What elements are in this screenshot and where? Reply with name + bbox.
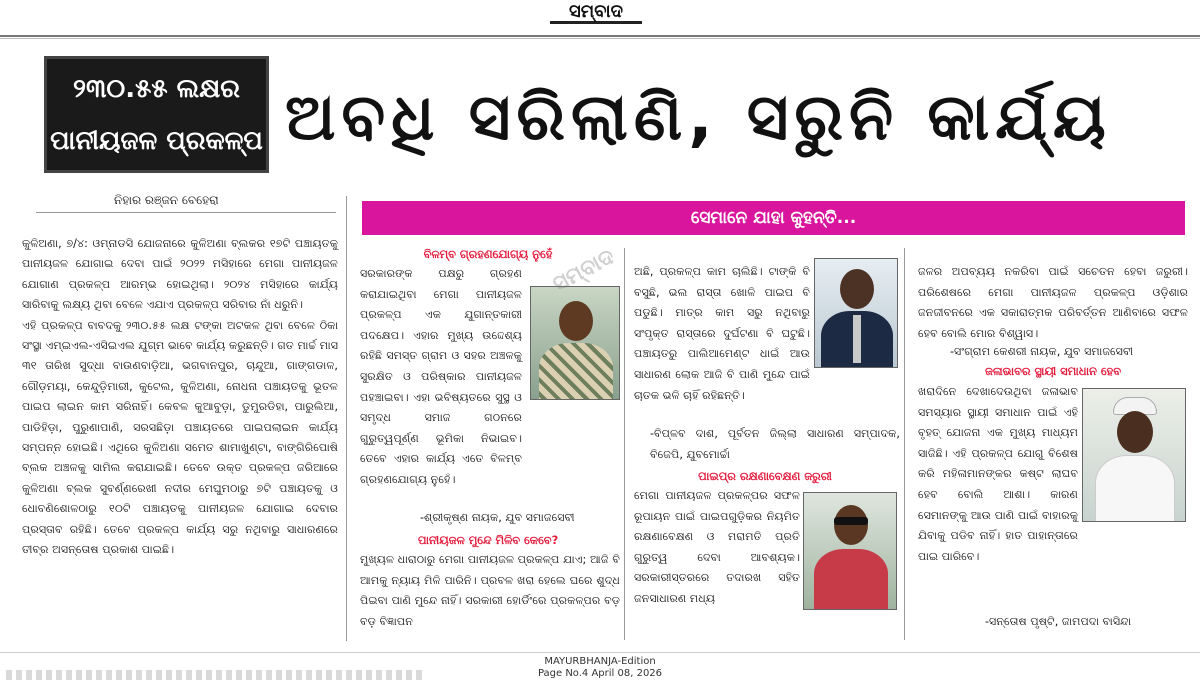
masthead (0, 0, 1200, 36)
portrait-photo (814, 258, 898, 368)
column-divider (904, 248, 905, 640)
byline: ନିହାର ରଞ୍ଜନ ବେହେରା (114, 193, 219, 207)
opinion-signature: -ସଂଗ୍ରାମ କେଶରୀ ନାୟକ, ଯୁବ ସମାଜସେବୀ (950, 345, 1134, 358)
body-paragraph: କୁଳିଅଣା, ୭/୪: ଓମ୍ନାଡସି ଯୋଜନାରେ କୁଳିଅଣା ବ୍ଲକର ୧୭ଟି ପଞ୍ଚାୟତକୁ ପାନୀୟଜଳ ଯୋଗାଇ ଦେବା ପାଇଁ ୨୦୨୨ ମସିହାରେ ମେଗା ପାନୀୟଜଳ ଯୋଗାଣ ପ୍ରକଳ୍ପ ଆରମ୍ଭ ହୋଇଥିଲା। ୨୦୨୪ ମସିହାରେ କାର୍ଯ୍ୟ ସାରିବାକୁ ଲକ୍ଷ୍ୟ ଥିବା ବେଳେ ଏଯାଏ ପ୍ରକଳ୍ପ ସରିବାର ନାଁ ଧରୁନି। (22, 237, 338, 312)
opinion-heading: ପାନୀୟଜଳ ମୁନ୍ଦେ ମିଳିବ କେବେ? (417, 533, 559, 547)
column-divider (346, 196, 347, 641)
newspaper-logo: ସମ୍ବାଦ (550, 2, 642, 24)
opinion-heading: ବିଳମ୍ବ ଗ୍ରହଣଯୋଗ୍ୟ ନୁହେଁ (423, 247, 553, 261)
portrait-photo (803, 492, 897, 610)
portrait-photo (1082, 388, 1186, 522)
opinion-signature: -ବିପ୍ଳବ ଦାଶ, ପୂର୍ବତନ ଜିଲ୍ଲା ସାଧାରଣ ସମ୍ପାଦକ, ବିଜେପି, ଯୁବମୋର୍ଚ୍ଚା (650, 427, 900, 461)
opinion-text: ଖରାଦିନେ ଦେଖାଦେଉଥିବା ଜଳାଭାବ ସମସ୍ୟାର ସ୍ଥାୟୀ ସମାଧାନ ପାଇଁ ଏହି ବୃହତ୍ ଯୋଜନା ଏକ ମୁଖ୍ୟ ମାଧ୍ୟମ ସାଜିଛି। ଏହି ପ୍ରକଳ୍ପ ଯୋଗୁ ବିଶେଷ କରି ମହିଳାମାନଙ୍କର କଷ୍ଟ ଲାଘବ ହେବ ବୋଲି ଆଶା। କାରଣ ସେମାନଙ୍କୁ ଆଉ ପାଣି ପାଇଁ ବାହାରକୁ ଯିବାକୁ ପଡିବ ନାହିଁ। ହାତ ପାହାନ୍ତାରେ ପାଇ ପାରିବେ। (918, 385, 1078, 563)
tag-line-2: ପାନୀୟଜଳ ପ୍ରକଳ୍ପ (50, 126, 263, 156)
opinion-signature: -ସନ୍ତୋଷ ପୃଷ୍ଟି, ଜାମପଦା ବାସିନ୍ଦା (985, 615, 1132, 628)
main-article-body (22, 234, 338, 650)
opinion-heading: ପାଇପ୍‌ର ରକ୍ଷଣାବେକ୍ଷଣ ଜରୁରୀ (698, 469, 832, 483)
tag-line-1: ୨୩୦.୫୫ ଲକ୍ଷର (73, 74, 240, 104)
opinions-banner: ସେମାନେ ଯାହା କୁହନ୍ତି... (362, 201, 1185, 235)
opinion-text: ମୁଖ୍ୟଳ ଧାରାଠାରୁ ମେଗା ପାନୀୟଜଳ ପ୍ରକଳ୍ପ ଯାଏ; ଆଜି ବି ଆମକୁ ନ୍ୟାୟ ମିଳି ପାରିନି। ପ୍ରବଳ ଖରା ହେଲେ ଘରେ ଶୁଦ୍ଧ ପିଇବା ପାଣି ମୁନ୍ଦେ ନାହିଁ। ସରକାରୀ ହୋର୍ଡିଂରେ ପ୍ରକଳ୍ପର ବଡ଼ ବଡ଼ ବିଜ୍ଞାପନ (360, 553, 620, 628)
opinion-signature: -ଶ୍ରୀକୃଷ୍ଣ ନାୟକ, ଯୁବ ସମାଜସେବୀ (420, 511, 575, 524)
body-paragraph: ଏହି ପ୍ରକଳ୍ପ ବାବଦକୁ ୨୩୦.୫୫ ଲକ୍ଷ ଟଙ୍କା ଅଟକଳ ଥିବା ବେଳେ ଠିକା ସଂସ୍ଥା ଏମ୍‌ଇଏଲ-ଏସିଇଏଲ ଯୁଗ୍ମ ଭାବେ କାର୍ଯ୍ୟ କରୁଛନ୍ତି। ଗତ ମାର୍ଚ୍ଚ ମାସ ୩୧ ତାରିଖ ସୁଦ୍ଧା ବାଉଣବାଡ଼ିଆ, ଭଗବାନପୁର, ଚାନ୍ଦୁଆ, ଗାଙ୍ଗଡାଳ, ଗୌଡ଼ମୟା, କେନ୍ଦୁଡ଼ିମାରୀ, କୁଟେଲ, କୁଳିଅଣା, ନୋଧନା ପଞ୍ଚାୟତକୁ ଭୂତଳ ପାଇପ ଲାଇନ କାମ ସରିନାହିଁ। କେବଳ କୁଆବୁଡ଼ା, ଡୁମୁରଡିହା, ପାରୁଲିଆ, ପାଡିହିଡ଼ା, ପୁରୁଣାପାଣି, ସରସଛିଡ଼ା ପଞ୍ଚାୟତରେ ପାଇପଲାଇନ କାର୍ଯ୍ୟ ସମ୍ପନ୍ନ ହୋଇଛି। ଏଥିରେ କୁଳିଅଣା ସମେତ ଶାମାଖୁଣ୍ଟା, ବାଙ୍ଗିରିପୋଷି ବ୍ଲକ ଅଞ୍ଚଳକୁ ସାମିଲ କରାଯାଇଛି। ତେବେ ଉକ୍ତ ପ୍ରକଳ୍ପ ଜରିଆରେ କୁଳିଅଣା ବ୍ଲକ ସୁବର୍ଣ୍ଣରେଖୀ ନଦୀର ମେଘୁମଠାରୁ ୭ଟି ପଞ୍ଚାୟତକୁ ଓ ଧୋବଣିଶୋଳଠାରୁ ୧୦ଟି ପଞ୍ଚାୟତକୁ ପାନୀୟଜଳ ଯୋଗାଇ ଦେବାର ପ୍ରସ୍ତାବ ରହିଛି। ତେବେ ପ୍ରକଳ୍ପ କାର୍ଯ୍ୟ ସରୁ ନଥିବାରୁ ସାଧାରଣରେ ତୀବ୍ର ଅସନ୍ତୋଷ ପ୍ରକାଶ ପାଇଛି। (22, 318, 338, 557)
footer-page-info: Page No.4 April 08, 2026 (537, 668, 663, 679)
opinion-text: ସରକାରଙ୍କ ପକ୍ଷରୁ ଗ୍ରହଣ କରାଯାଇଥିବା ମେଗା ପାନୀୟଜଳ ପ୍ରକଳ୍ପ ଏକ ଯୁଗାନ୍ତକାରୀ ପଦକ୍ଷେପ। ଏହାର ମୁଖ୍ୟ ଉଦ୍ଦେଶ୍ୟ ରହିଛି ସମସ୍ତ ଗ୍ରାମ ଓ ସହର ଅଞ୍ଚଳକୁ ସୁରକ୍ଷିତ ଓ ପରିଷ୍କାର ପାନୀୟଜଳ ପହଞ୍ଚାଇବା। ଏହା ଭବିଷ୍ୟତରେ ସୁସ୍ଥ ଓ ସମୃଦ୍ଧ ସମାଜ ଗଠନରେ ଗୁରୁତ୍ୱପୂର୍ଣ୍ଣ ଭୂମିକା ନିଭାଇବ। ତେବେ ଏହାର କାର୍ଯ୍ୟ ଏତେ ବିଳମ୍ବ ଗ୍ରହଣଯୋଗ୍ୟ ନୁହେଁ। (360, 267, 522, 486)
watermark: ସମ୍ବାଦ (548, 244, 619, 298)
opinion-heading: ଜଳାଭାବର ସ୍ଥାୟୀ ସମାଧାନ ହେବ (985, 364, 1121, 378)
opinion-text: ମେଗା ପାନୀୟଜଳ ପ୍ରକଳ୍ପର ସଫଳ ରୂପାୟନ ପାଇଁ ପାଇପଗୁଡ଼ିକର ନିୟମିତ ରକ୍ଷଣାବେକ୍ଷଣ ଓ ମରାମତି ପ୍ରତି ଗୁରୁତ୍ୱ ଦେବା ଆବଶ୍ୟକ। ସରକାରୀସ୍ତରରେ ତଦାରଖ ସହିତ ଜନସାଧାରଣ ମଧ୍ୟ (634, 489, 800, 605)
project-tag-box (44, 56, 269, 173)
opinion-text: ଅଛି, ପ୍ରକଳ୍ପ କାମ ଚାଲିଛି। ଟାଙ୍କି ବି ବସୁଛି, ଭଲ ରାସ୍ତା ଖୋଳି ପାଇପ ବି ପଡୁଛି। ମାତ୍ର କାମ ସରୁ ନଥିବାରୁ ସଂପୃକ୍ତ ରାସ୍ତାରେ ଦୁର୍ଘଟଣା ବି ଘଟୁଛି। ପଞ୍ଚାୟତରୁ ପାଲିଆମେଣ୍ଟ ଧାଇଁ ଆଉ ସାଧାରଣ ଲୋକ ଆଜି ବି ପାଣି ମୁନ୍ଦେ ପାଇଁ ଚାତକ ଭଳି ଚାହିଁ ରହିଛନ୍ତି। (634, 265, 810, 402)
masthead-rule (0, 35, 1200, 37)
headline: ଅବଧି ସରିଲାଣି, ସରୁନି କାର୍ଯ୍ୟ (285, 81, 1112, 155)
byline-rule (36, 212, 336, 213)
footer-blurred-text (6, 670, 426, 680)
opinion-text: ଜଳର ଅପବ୍ୟୟ ନକରିବା ପାଇଁ ସଚେତନ ହେବା ଜରୁରୀ। ପରିଶେଷରେ ମେଗା ପାନୀୟଜଳ ପ୍ରକଳ୍ପ ଓଡ଼ିଶାର ଜନଜୀବନରେ ଏକ ସକାରାତ୍ମକ ପରିବର୍ତ୍ତନ ଆଣିବାରେ ସଫଳ ହେବ ବୋଲି ମୋର ବିଶ୍ୱାସ। (918, 265, 1188, 340)
footer-edition: MAYURBHANJA-Edition (544, 656, 656, 667)
